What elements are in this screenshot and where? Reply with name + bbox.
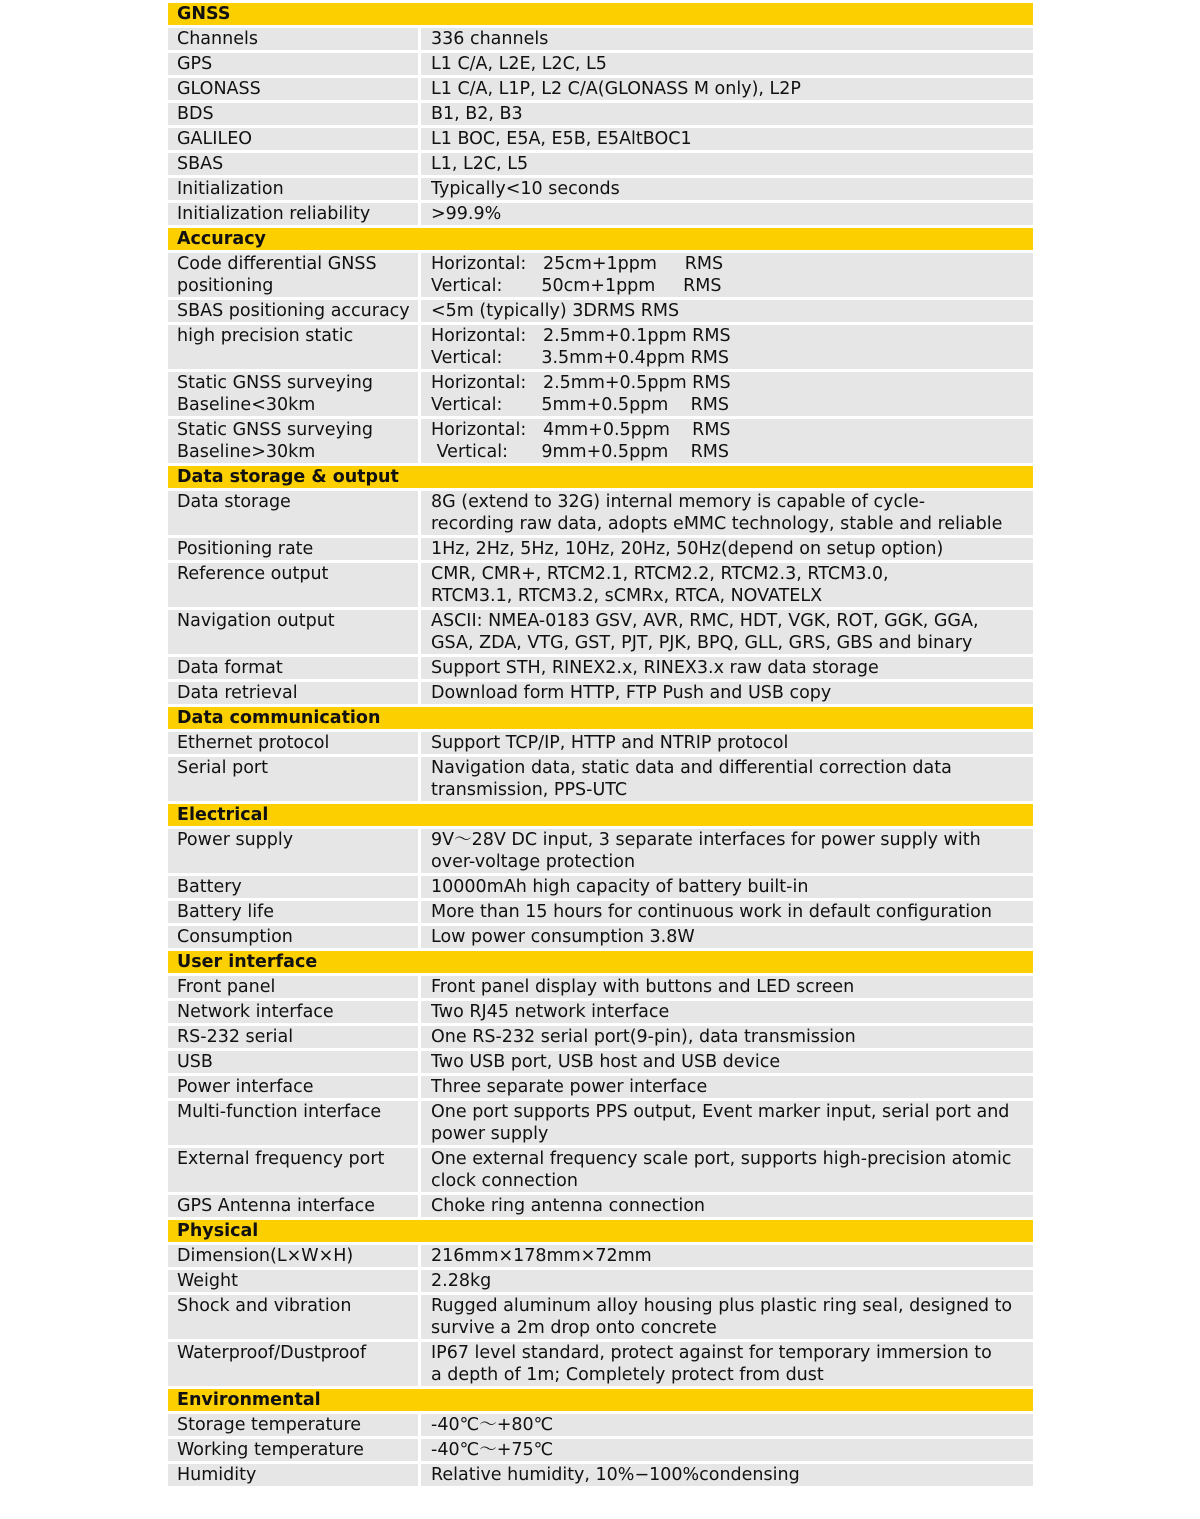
spec-value-line: recording raw data, adopts eMMC technology, stable and reliable	[431, 514, 1003, 534]
spec-label-line: Baseline>30km	[177, 442, 316, 462]
spec-value-line: Three separate power interface	[431, 1077, 708, 1097]
spec-row	[168, 53, 1033, 75]
spec-label	[168, 1414, 418, 1436]
section-header-gnss: GNSS	[168, 3, 1033, 25]
spec-label	[168, 926, 418, 948]
spec-row	[168, 103, 1033, 125]
spec-row	[168, 1270, 1033, 1292]
spec-label-line: Positioning rate	[177, 539, 314, 559]
spec-value	[421, 1245, 1033, 1267]
spec-label	[168, 372, 418, 416]
spec-value-line: Horizontal: 2.5mm+0.5ppm RMS	[431, 373, 731, 393]
spec-label	[168, 1295, 418, 1339]
spec-label	[168, 1464, 418, 1486]
spec-label	[168, 419, 418, 463]
spec-label	[168, 1026, 418, 1048]
spec-row	[168, 1026, 1033, 1048]
spec-label-line: Ethernet protocol	[177, 733, 330, 753]
spec-label-line: GALILEO	[177, 129, 253, 149]
spec-row	[168, 128, 1033, 150]
spec-label-line: Waterproof/Dustproof	[177, 1343, 367, 1363]
spec-label	[168, 657, 418, 679]
spec-row	[168, 976, 1033, 998]
spec-label	[168, 153, 418, 175]
spec-row	[168, 1195, 1033, 1217]
spec-label	[168, 757, 418, 801]
spec-value-line: Download form HTTP, FTP Push and USB copy	[431, 683, 832, 703]
spec-value-line: -40℃～+75℃	[431, 1440, 554, 1460]
spec-value-line: Horizontal: 25cm+1ppm RMS	[431, 254, 724, 274]
spec-value	[421, 1051, 1033, 1073]
spec-label-line: GLONASS	[177, 79, 261, 99]
spec-label	[168, 976, 418, 998]
spec-row	[168, 1414, 1033, 1436]
spec-label-line: Static GNSS surveying	[177, 420, 373, 440]
spec-value-line: RTCM3.1, RTCM3.2, sCMRx, RTCA, NOVATELX	[431, 586, 823, 606]
spec-label-line: high precision static	[177, 326, 354, 346]
spec-value-line: <5m (typically) 3DRMS RMS	[431, 301, 680, 321]
spec-row	[168, 78, 1033, 100]
spec-label-line: External frequency port	[177, 1149, 385, 1169]
spec-row	[168, 372, 1033, 416]
spec-value	[421, 491, 1033, 535]
spec-value	[421, 901, 1033, 923]
spec-value	[421, 1101, 1033, 1145]
spec-row	[168, 538, 1033, 560]
spec-value-line: Support STH, RINEX2.x, RINEX3.x raw data storage	[431, 658, 879, 678]
spec-label-line: Data format	[177, 658, 283, 678]
spec-label	[168, 1342, 418, 1386]
spec-label-line	[177, 347, 418, 369]
spec-label	[168, 1051, 418, 1073]
spec-row	[168, 926, 1033, 948]
spec-value-line: Vertical: 9mm+0.5ppm RMS	[431, 442, 729, 462]
spec-value	[421, 28, 1033, 50]
spec-value	[421, 976, 1033, 998]
spec-row	[168, 682, 1033, 704]
spec-label	[168, 253, 418, 297]
spec-label-line: Network interface	[177, 1002, 334, 1022]
spec-label	[168, 1245, 418, 1267]
spec-label	[168, 1148, 418, 1192]
spec-label-line: Shock and vibration	[177, 1296, 352, 1316]
spec-value	[421, 1076, 1033, 1098]
spec-row	[168, 178, 1033, 200]
spec-value-line: a depth of 1m; Completely protect from dust	[431, 1365, 824, 1385]
spec-value-line: transmission, PPS-UTC	[431, 780, 628, 800]
spec-value-line: Choke ring antenna connection	[431, 1196, 706, 1216]
spec-row	[168, 325, 1033, 369]
spec-row	[168, 419, 1033, 463]
spec-value-line: 9V～28V DC input, 3 separate interfaces for power supply with	[431, 830, 981, 850]
spec-row	[168, 28, 1033, 50]
spec-value-line: 336 channels	[431, 29, 549, 49]
spec-row	[168, 203, 1033, 225]
spec-label-line: Dimension(L×W×H)	[177, 1246, 354, 1266]
spec-value-line: Front panel display with buttons and LED screen	[431, 977, 855, 997]
spec-label-line: Front panel	[177, 977, 276, 997]
spec-label-line: Static GNSS surveying	[177, 373, 373, 393]
spec-value	[421, 78, 1033, 100]
spec-value	[421, 53, 1033, 75]
spec-value	[421, 876, 1033, 898]
spec-label	[168, 300, 418, 322]
spec-value-line: L1, L2C, L5	[431, 154, 529, 174]
spec-value-line: 1Hz, 2Hz, 5Hz, 10Hz, 20Hz, 50Hz(depend on setup option)	[431, 539, 944, 559]
spec-value	[421, 657, 1033, 679]
spec-value-line: clock connection	[431, 1171, 578, 1191]
spec-value-line: Vertical: 5mm+0.5ppm RMS	[431, 395, 729, 415]
spec-value	[421, 253, 1033, 297]
spec-label	[168, 1076, 418, 1098]
spec-row	[168, 901, 1033, 923]
spec-label	[168, 682, 418, 704]
spec-label-line: GPS Antenna interface	[177, 1196, 375, 1216]
spec-label	[168, 203, 418, 225]
spec-label-line: Power interface	[177, 1077, 314, 1097]
spec-row	[168, 610, 1033, 654]
spec-value	[421, 178, 1033, 200]
spec-label-line	[177, 1170, 418, 1192]
spec-value	[421, 372, 1033, 416]
spec-value	[421, 1270, 1033, 1292]
spec-label	[168, 491, 418, 535]
spec-label	[168, 538, 418, 560]
spec-label-line: Humidity	[177, 1465, 257, 1485]
spec-table	[168, 3, 1033, 1489]
spec-label-line	[177, 779, 418, 801]
spec-value-line: One RS-232 serial port(9-pin), data transmission	[431, 1027, 856, 1047]
spec-label-line: Battery life	[177, 902, 274, 922]
spec-label	[168, 876, 418, 898]
spec-row	[168, 563, 1033, 607]
spec-value	[421, 1342, 1033, 1386]
spec-value	[421, 538, 1033, 560]
spec-label	[168, 1270, 418, 1292]
spec-row	[168, 829, 1033, 873]
spec-label-line: RS-232 serial	[177, 1027, 294, 1047]
spec-row	[168, 491, 1033, 535]
spec-value	[421, 300, 1033, 322]
spec-value-line: ASCII: NMEA-0183 GSV, AVR, RMC, HDT, VGK, ROT, GGK, GGA,	[431, 611, 979, 631]
spec-value-line: 10000mAh high capacity of battery built-in	[431, 877, 809, 897]
spec-row	[168, 1001, 1033, 1023]
spec-value-line: IP67 level standard, protect against for temporary immersion to	[431, 1343, 992, 1363]
spec-row	[168, 1245, 1033, 1267]
spec-value	[421, 103, 1033, 125]
spec-row	[168, 1295, 1033, 1339]
spec-row	[168, 1342, 1033, 1386]
spec-value-line: L1 C/A, L2E, L2C, L5	[431, 54, 607, 74]
spec-label-line	[177, 1123, 418, 1145]
spec-row	[168, 757, 1033, 801]
spec-value	[421, 153, 1033, 175]
spec-label-line: Data storage	[177, 492, 291, 512]
spec-label	[168, 610, 418, 654]
spec-value	[421, 203, 1033, 225]
spec-value-line: Vertical: 50cm+1ppm RMS	[431, 276, 722, 296]
spec-value	[421, 610, 1033, 654]
spec-value	[421, 1464, 1033, 1486]
spec-label	[168, 829, 418, 873]
spec-row	[168, 1464, 1033, 1486]
spec-value	[421, 419, 1033, 463]
spec-label-line	[177, 851, 418, 873]
spec-value-line: CMR, CMR+, RTCM2.1, RTCM2.2, RTCM2.3, RTCM3.0,	[431, 564, 889, 584]
spec-label-line	[177, 1317, 418, 1339]
spec-value-line: 8G (extend to 32G) internal memory is capable of cycle-	[431, 492, 926, 512]
spec-value	[421, 926, 1033, 948]
spec-value-line: Relative humidity, 10%−100%condensing	[431, 1465, 800, 1485]
spec-label-line: Multi-function interface	[177, 1102, 382, 1122]
spec-label-line: SBAS	[177, 154, 224, 174]
spec-value-line: Typically<10 seconds	[431, 179, 620, 199]
spec-label	[168, 78, 418, 100]
spec-value	[421, 563, 1033, 607]
spec-label-line: Reference output	[177, 564, 329, 584]
spec-value	[421, 829, 1033, 873]
spec-label-line: BDS	[177, 104, 214, 124]
section-header-accuracy: Accuracy	[168, 228, 1033, 250]
spec-value-line: One port supports PPS output, Event marker input, serial port and	[431, 1102, 1010, 1122]
spec-value	[421, 682, 1033, 704]
spec-row	[168, 657, 1033, 679]
spec-value-line: over-voltage protection	[431, 852, 636, 872]
spec-value-line: 2.28kg	[431, 1271, 492, 1291]
spec-row	[168, 253, 1033, 297]
spec-row	[168, 876, 1033, 898]
spec-value-line: More than 15 hours for continuous work in default configuration	[431, 902, 992, 922]
spec-label-line: Baseline<30km	[177, 395, 316, 415]
section-header-environmental: Environmental	[168, 1389, 1033, 1411]
spec-label	[168, 732, 418, 754]
spec-label-line: Initialization reliability	[177, 204, 371, 224]
spec-label	[168, 1001, 418, 1023]
spec-label-line	[177, 513, 418, 535]
spec-value-line: Navigation data, static data and differential correction data	[431, 758, 952, 778]
spec-label	[168, 128, 418, 150]
spec-value-line: Horizontal: 4mm+0.5ppm RMS	[431, 420, 731, 440]
spec-row	[168, 300, 1033, 322]
spec-value	[421, 1026, 1033, 1048]
section-header-data-storage-output: Data storage & output	[168, 466, 1033, 488]
spec-value-line: Vertical: 3.5mm+0.4ppm RMS	[431, 348, 729, 368]
spec-row	[168, 1051, 1033, 1073]
spec-label	[168, 53, 418, 75]
spec-value	[421, 1439, 1033, 1461]
spec-value-line: 216mm×178mm×72mm	[431, 1246, 652, 1266]
spec-label-line: Consumption	[177, 927, 293, 947]
spec-label	[168, 1439, 418, 1461]
spec-label-line: SBAS positioning accuracy	[177, 301, 410, 321]
spec-label-line: USB	[177, 1052, 213, 1072]
spec-label-line: Serial port	[177, 758, 268, 778]
spec-value-line: Rugged aluminum alloy housing plus plastic ring seal, designed to	[431, 1296, 1013, 1316]
spec-value-line: L1 BOC, E5A, E5B, E5AltBOC1	[431, 129, 692, 149]
spec-value	[421, 1295, 1033, 1339]
spec-label-line: Weight	[177, 1271, 238, 1291]
spec-value-line: L1 C/A, L1P, L2 C/A(GLONASS M only), L2P	[431, 79, 801, 99]
spec-label-line: Power supply	[177, 830, 294, 850]
spec-label	[168, 1101, 418, 1145]
spec-value-line: One external frequency scale port, supports high-precision atomic	[431, 1149, 1012, 1169]
spec-value	[421, 1001, 1033, 1023]
spec-label	[168, 28, 418, 50]
section-header-physical: Physical	[168, 1220, 1033, 1242]
spec-value	[421, 1195, 1033, 1217]
spec-label-line: Code differential GNSS	[177, 254, 377, 274]
spec-value	[421, 1414, 1033, 1436]
spec-row	[168, 1101, 1033, 1145]
spec-value-line: -40℃～+80℃	[431, 1415, 554, 1435]
spec-value-line: survive a 2m drop onto concrete	[431, 1318, 717, 1338]
spec-row	[168, 1076, 1033, 1098]
spec-label-line	[177, 585, 418, 607]
spec-label	[168, 103, 418, 125]
spec-value	[421, 1148, 1033, 1192]
spec-row	[168, 153, 1033, 175]
spec-label-line: positioning	[177, 276, 274, 296]
spec-value-line: >99.9%	[431, 204, 502, 224]
spec-value-line: Two USB port, USB host and USB device	[431, 1052, 781, 1072]
spec-row	[168, 1439, 1033, 1461]
spec-label-line: Channels	[177, 29, 258, 49]
spec-label	[168, 901, 418, 923]
spec-row	[168, 1148, 1033, 1192]
spec-value-line: power supply	[431, 1124, 549, 1144]
spec-label-line: Initialization	[177, 179, 284, 199]
spec-label-line: Data retrieval	[177, 683, 298, 703]
section-header-data-communication: Data communication	[168, 707, 1033, 729]
spec-row	[168, 732, 1033, 754]
spec-label-line: Battery	[177, 877, 242, 897]
spec-label-line	[177, 1364, 418, 1386]
section-header-user-interface: User interface	[168, 951, 1033, 973]
spec-value	[421, 128, 1033, 150]
spec-label-line	[177, 632, 418, 654]
spec-label-line: Navigation output	[177, 611, 335, 631]
spec-label	[168, 1195, 418, 1217]
spec-value-line: Horizontal: 2.5mm+0.1ppm RMS	[431, 326, 731, 346]
spec-label-line: GPS	[177, 54, 213, 74]
spec-label-line: Working temperature	[177, 1440, 364, 1460]
spec-label	[168, 563, 418, 607]
spec-value	[421, 325, 1033, 369]
spec-value	[421, 732, 1033, 754]
spec-label-line: Storage temperature	[177, 1415, 362, 1435]
spec-label	[168, 178, 418, 200]
spec-value-line: Support TCP/IP, HTTP and NTRIP protocol	[431, 733, 789, 753]
spec-value-line: B1, B2, B3	[431, 104, 523, 124]
spec-value	[421, 757, 1033, 801]
section-header-electrical: Electrical	[168, 804, 1033, 826]
spec-value-line: GSA, ZDA, VTG, GST, PJT, PJK, BPQ, GLL, GRS, GBS and binary	[431, 633, 973, 653]
spec-value-line: Low power consumption 3.8W	[431, 927, 695, 947]
spec-label	[168, 325, 418, 369]
spec-value-line: Two RJ45 network interface	[431, 1002, 670, 1022]
